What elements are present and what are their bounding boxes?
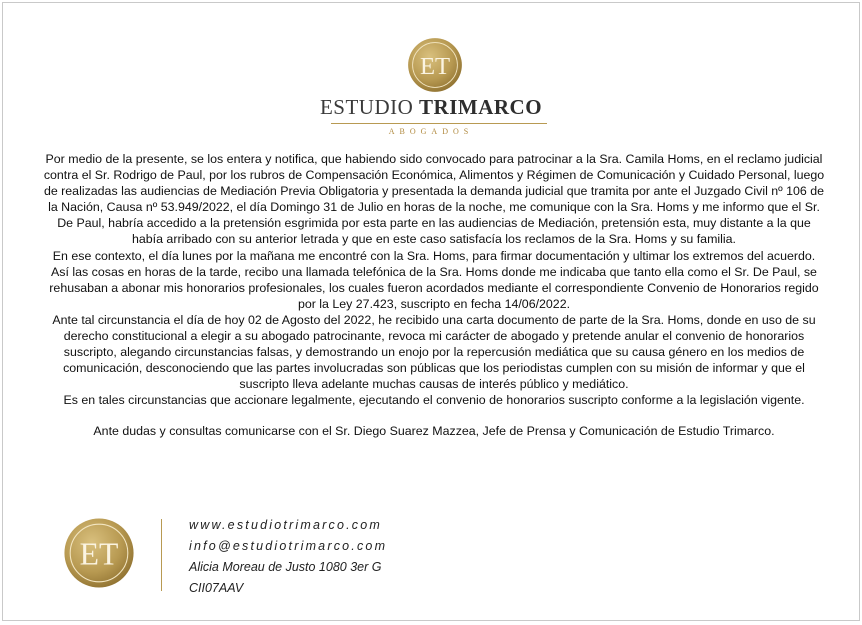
- contact-block: [189, 515, 387, 599]
- paragraph: Es en tales circunstancias que accionare legalmente, ejecutando el convenio de honorarios suscripto conforme a la legislación vigente.: [63, 393, 805, 408]
- footer-divider: [161, 519, 162, 591]
- website-link[interactable]: www.estudiotrimarco.com: [189, 518, 383, 532]
- brand-divider: [331, 123, 547, 124]
- paragraph: Por medio de la presente, se los entera y notifica, que habiendo sido convocado para patrocinar a la Sra. Camila Homs, en el reclamo judicial contra el Sr. Rodrigo de Paul, por los rubros de Compensación Económica, Alimentos y Régimen de Comunicación y Cuidado Personal, luego de realizadas las audiencias de Mediación Previa Obligatoria y presentada la demanda judicial que tramita por ante el Juzgado Civil nº 106 de la Nación, Causa nº 53.949/2022, el día Domingo 31 de Julio en horas de la noche, me comunique con la Sra. Homs y me informo que el Sr. De Paul, habría accedido a la pretensión esgrimida por esta parte en las audiencias de Mediación, pretensión esta, muy distante a la que había arribado con su anterior letrada y que en este caso satisfacía los reclamos de la Sra. Homs y su familia.: [43, 152, 825, 247]
- letter-body: [43, 151, 825, 439]
- brand-subtitle: ABOGADOS: [388, 127, 474, 136]
- paragraph: Así las cosas en horas de la tarde, recibo una llamada telefónica de la Sra. Homs donde me indicaba que tanto ella como el Sr. De Paul, se rehusaban a abonar mis honorarios profesionales, los cuales fueron acordados mediante el correspondiente Convenio de Honorarios regido por la Ley 27.423, suscripto en fecha 14/06/2022.: [49, 264, 819, 311]
- paragraph: En ese contexto, el día lunes por la mañana me encontré con la Sra. Homs, para firmar documentación y ultimar los extremos del acuerdo.: [52, 248, 816, 263]
- letter-page: [2, 2, 860, 621]
- email-link[interactable]: info@estudiotrimarco.com: [189, 539, 388, 553]
- estudio-trimarco-logo: [407, 37, 463, 93]
- address-text: Alicia Moreau de Justo 1080 3er G: [189, 560, 382, 574]
- paragraph: Ante tal circunstancia el día de hoy 02 de Agosto del 2022, he recibido una carta documento de parte de la Sra. Homs, donde en uso de su derecho constitucional a elegir a su abogado patrocinante, revoca mi carácter de abogado y pretende anular el convenio de honorarios suscripto, alegando circunstancias falsas, y demostrando un enojo por la repercusión mediática que su causa género en los medios de comunicación, desconociendo que las partes involucradas son públicas que los periodistas cumplen con su misión de informar y que el suscripto lleva adelante muchas causas de interés público y mediático.: [52, 312, 816, 392]
- closing-paragraph: Ante dudas y consultas comunicarse con el Sr. Diego Suarez Mazzea, Jefe de Prensa y Comunicación de Estudio Trimarco.: [93, 423, 775, 438]
- svg-text:ET: ET: [79, 536, 119, 572]
- brand-name: ESTUDIO TRIMARCO: [319, 95, 543, 119]
- postal-code-text: CII07AAV: [189, 581, 244, 595]
- estudio-trimarco-footer-logo: [63, 517, 135, 589]
- svg-text:ET: ET: [419, 52, 451, 80]
